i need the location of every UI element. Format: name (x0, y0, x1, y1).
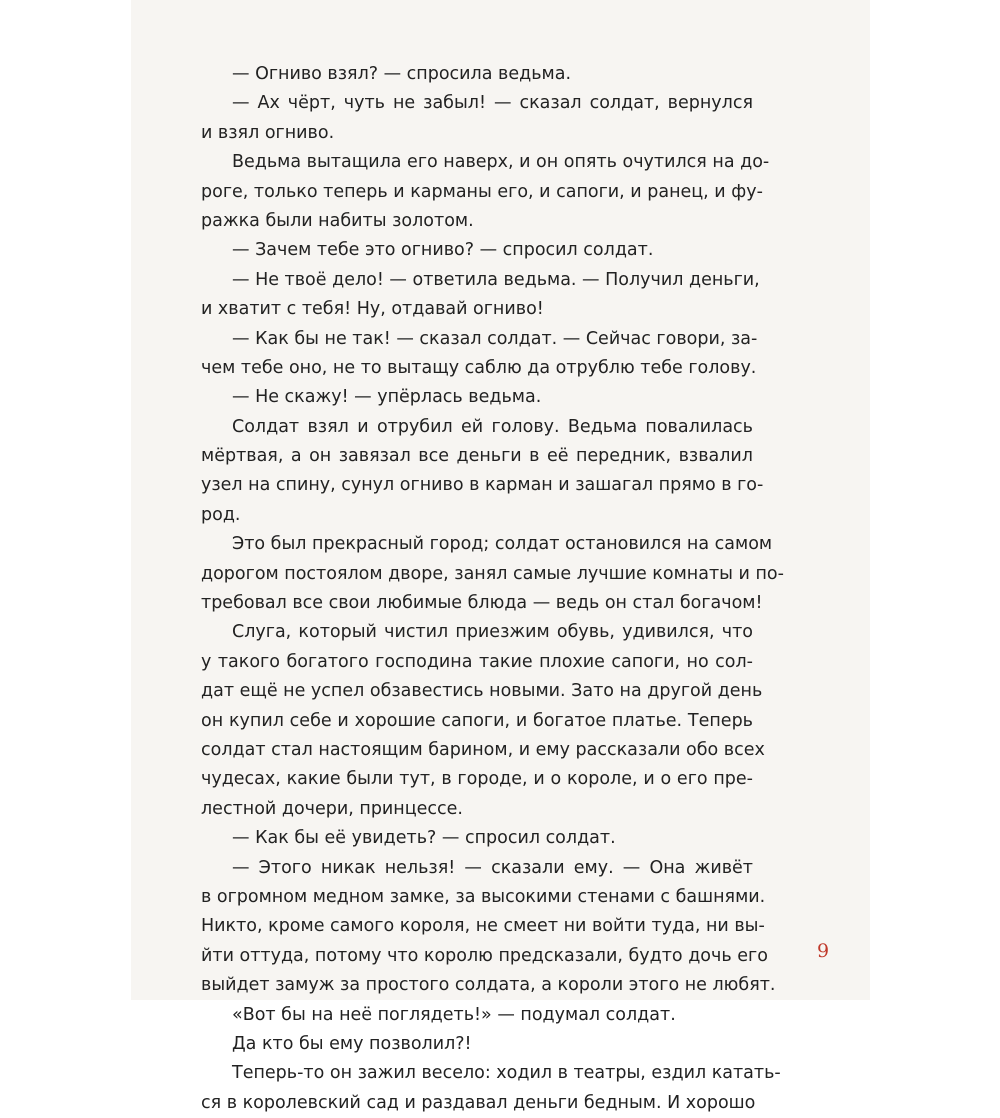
text-line: Это был прекрасный город; солдат остановился на самом (232, 534, 773, 555)
text-line: лестной дочери, принцессе. (201, 798, 463, 819)
text-line: ся в королевский сад и раздавал деньги бедным. И хорошо (201, 1092, 756, 1113)
text-line: — Как бы её увидеть? — спросил солдат. (232, 828, 616, 849)
text-line: у такого богатого господина такие плохие сапоги, но сол- (201, 651, 753, 672)
text-line: чудесах, какие были тут, в городе, и о короле, и о его пре- (201, 769, 753, 790)
text-line: мёртвая, а он завязал все деньги в её передник, взвалил (201, 446, 753, 467)
text-line: йти оттуда, потому что королю предсказали, будто дочь его (201, 945, 768, 966)
text-line: и взял огниво. (201, 122, 335, 143)
text-line: роге, только теперь и карманы его, и сапоги, и ранец, и фу- (201, 181, 763, 202)
text-line: дорогом постоялом дворе, занял самые лучшие комнаты и по- (201, 563, 784, 584)
text-line: Слуга, который чистил приезжим обувь, удивился, что (232, 622, 753, 643)
text-line: солдат стал настоящим барином, и ему рассказали обо всех (201, 739, 765, 760)
text-line: — Зачем тебе это огниво? — спросил солдат. (232, 240, 654, 261)
text-line: Ведьма вытащила его наверх, и он опять очутился на до- (232, 152, 770, 173)
text-line: Солдат взял и отрубил ей голову. Ведьма повалилась (232, 416, 753, 437)
text-line: Никто, кроме самого короля, не смеет ни войти туда, ни вы- (201, 916, 765, 937)
text-line: требовал все свои любимые блюда — ведь он стал богачом! (201, 593, 763, 614)
text-line: — Как бы не так! — сказал солдат. — Сейчас говори, за- (232, 328, 758, 349)
text-line: узел на спину, сунул огниво в карман и зашагал прямо в го- (201, 475, 764, 496)
text-line: — Этого никак нельзя! — сказали ему. — Она живёт (232, 857, 753, 878)
text-line: — Не скажу! — упёрлась ведьма. (232, 387, 542, 408)
text-line: в огромном медном замке, за высокими стенами с башнями. (201, 886, 766, 907)
text-line: выйдет замуж за простого солдата, а короли этого не любят. (201, 975, 776, 996)
text-line: он купил себе и хорошие сапоги, и богатое платье. Теперь (201, 710, 753, 731)
text-line: «Вот бы на неё поглядеть!» — подумал солдат. (232, 1004, 676, 1025)
text-line: — Огниво взял? — спросила ведьма. (232, 64, 572, 84)
text-line: и хватит с тебя! Ну, отдавай огниво! (201, 299, 544, 320)
text-line: — Ах чёрт, чуть не забыл! — сказал солдат, вернулся (232, 93, 753, 114)
text-line: род. (201, 504, 241, 525)
text-line: ражка были набиты золотом. (201, 210, 474, 231)
text-line: Теперь-то он зажил весело: ходил в театры, ездил катать- (232, 1063, 781, 1084)
page-text (201, 60, 784, 1118)
text-line: Да кто бы ему позволил?! (232, 1033, 472, 1054)
text-line: чем тебе оно, не то вытащу саблю да отрублю тебе голову. (201, 357, 757, 378)
page-number: 9 (817, 940, 830, 962)
text-line: дат ещё не успел обзавестись новыми. Зато на другой день (201, 681, 763, 702)
text-line: — Не твоё дело! — ответила ведьма. — Получил деньги, (232, 269, 760, 290)
